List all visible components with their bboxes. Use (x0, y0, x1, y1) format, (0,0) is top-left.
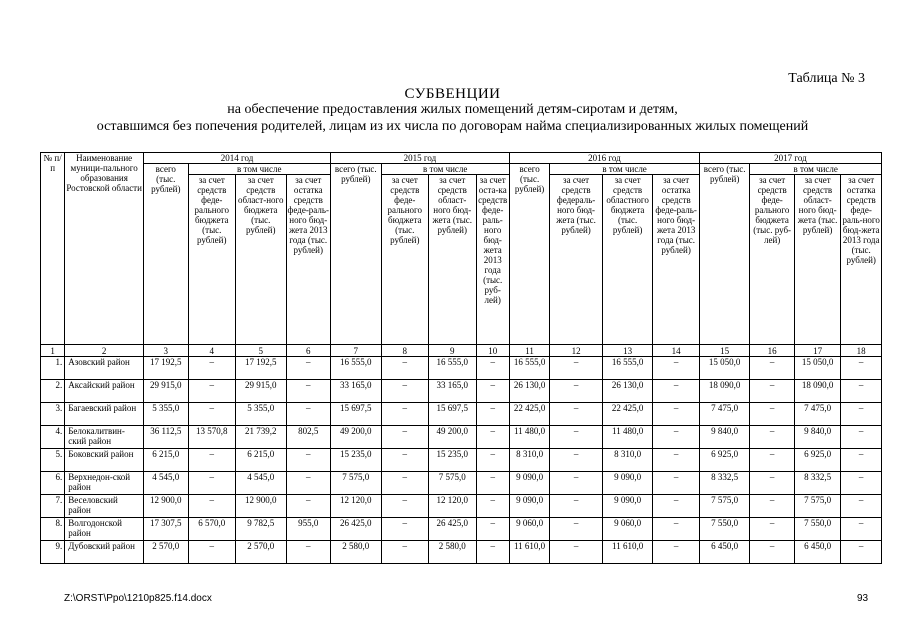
table-row (41, 403, 882, 426)
amount-cell: – (550, 403, 603, 426)
header-row-incl (41, 164, 882, 175)
amount-cell: – (381, 518, 428, 541)
column-number: 8 (381, 345, 428, 357)
header-2017-regional: за счет средств област-ного бюд-жета (тыс. рублей) (794, 175, 840, 345)
amount-cell: – (381, 403, 428, 426)
row-number: 7. (41, 495, 65, 518)
column-number: 11 (509, 345, 549, 357)
amount-cell: – (476, 541, 509, 564)
amount-cell: 22 425,0 (602, 403, 653, 426)
amount-cell: – (653, 380, 700, 403)
amount-cell: – (381, 426, 428, 449)
amount-cell: 15 697,5 (331, 403, 382, 426)
amount-cell: – (750, 472, 794, 495)
amount-cell: 17 192,5 (144, 357, 188, 380)
amount-cell: 7 575,0 (331, 472, 382, 495)
amount-cell: 49 200,0 (429, 426, 476, 449)
amount-cell: – (653, 403, 700, 426)
amount-cell: 7 550,0 (794, 518, 840, 541)
header-incl-2016: в том числе (550, 164, 700, 175)
amount-cell: – (841, 357, 882, 380)
amount-cell: – (188, 541, 235, 564)
header-2017-federal: за счет средств феде-рального бюджета (тыс. руб-лей) (750, 175, 794, 345)
amount-cell: 26 425,0 (331, 518, 382, 541)
header-total-2017: всего (тыс. рублей) (699, 164, 750, 345)
amount-cell: – (841, 541, 882, 564)
amount-cell: 11 610,0 (602, 541, 653, 564)
amount-cell: 9 090,0 (509, 495, 549, 518)
amount-cell: 5 355,0 (144, 403, 188, 426)
column-number: 16 (750, 345, 794, 357)
amount-cell: – (841, 472, 882, 495)
amount-cell: 33 165,0 (331, 380, 382, 403)
amount-cell: – (188, 380, 235, 403)
municipality-name: Волгодонской район (65, 518, 144, 541)
amount-cell: 15 235,0 (429, 449, 476, 472)
amount-cell: 9 060,0 (602, 518, 653, 541)
amount-cell: – (381, 449, 428, 472)
amount-cell: – (550, 449, 603, 472)
header-2015-regional: за счет средств област-ного бюд-жета (тыс. рублей) (429, 175, 476, 345)
municipality-name: Веселовский район (65, 495, 144, 518)
row-number: 9. (41, 541, 65, 564)
amount-cell: 26 130,0 (509, 380, 549, 403)
amount-cell: 36 112,5 (144, 426, 188, 449)
amount-cell: 12 120,0 (429, 495, 476, 518)
header-incl-2014: в том числе (188, 164, 331, 175)
amount-cell: – (286, 380, 331, 403)
municipality-name: Багаевский район (65, 403, 144, 426)
amount-cell: 5 355,0 (236, 403, 287, 426)
amount-cell: – (476, 357, 509, 380)
amount-cell: – (750, 449, 794, 472)
amount-cell: 2 580,0 (331, 541, 382, 564)
amount-cell: 7 475,0 (699, 403, 750, 426)
amount-cell: – (476, 472, 509, 495)
amount-cell: – (841, 449, 882, 472)
amount-cell: 17 307,5 (144, 518, 188, 541)
amount-cell: 15 050,0 (794, 357, 840, 380)
amount-cell: – (286, 495, 331, 518)
footer-file-path: Z:\ORST\Ppo\1210p825.f14.docx (64, 593, 212, 604)
column-number: 3 (144, 345, 188, 357)
header-total-2014: всего (тыс. рублей) (144, 164, 188, 345)
amount-cell: 12 900,0 (144, 495, 188, 518)
table-row (41, 518, 882, 541)
row-number: 1. (41, 357, 65, 380)
amount-cell: 7 475,0 (794, 403, 840, 426)
amount-cell: 26 130,0 (602, 380, 653, 403)
municipality-name: Аксайский район (65, 380, 144, 403)
amount-cell: 16 555,0 (331, 357, 382, 380)
amount-cell: 29 915,0 (236, 380, 287, 403)
row-number: 8. (41, 518, 65, 541)
row-number: 2. (41, 380, 65, 403)
amount-cell: – (653, 495, 700, 518)
amount-cell: 6 215,0 (236, 449, 287, 472)
table-number: Таблица № 3 (788, 71, 865, 86)
amount-cell: – (750, 380, 794, 403)
amount-cell: – (550, 495, 603, 518)
column-number: 5 (236, 345, 287, 357)
amount-cell: – (188, 472, 235, 495)
amount-cell: – (188, 403, 235, 426)
amount-cell: 11 480,0 (602, 426, 653, 449)
amount-cell: – (188, 357, 235, 380)
table-row (41, 541, 882, 564)
amount-cell: 18 090,0 (794, 380, 840, 403)
column-number: 18 (841, 345, 882, 357)
amount-cell: 9 840,0 (794, 426, 840, 449)
amount-cell: – (476, 403, 509, 426)
amount-cell: – (653, 541, 700, 564)
header-2016-regional: за счет средств областного бюджета (тыс. рублей) (602, 175, 653, 345)
amount-cell: – (286, 541, 331, 564)
column-number: 17 (794, 345, 840, 357)
amount-cell: – (476, 380, 509, 403)
amount-cell: – (750, 495, 794, 518)
column-number: 6 (286, 345, 331, 357)
header-incl-2017: в том числе (750, 164, 882, 175)
amount-cell: – (188, 495, 235, 518)
amount-cell: 9 090,0 (602, 472, 653, 495)
municipality-name: Боковский район (65, 449, 144, 472)
column-number: 7 (331, 345, 382, 357)
amount-cell: 2 570,0 (236, 541, 287, 564)
header-2015-remainder: за счет оста-ка средств феде-раль-ного бюд-жета 2013 года (тыс. руб-лей) (476, 175, 509, 345)
amount-cell: 15 697,5 (429, 403, 476, 426)
table-row (41, 380, 882, 403)
header-total-2015: всего (тыс. рублей) (331, 164, 382, 345)
header-2014-federal: за счет средств феде-рального бюджета (тыс. рублей) (188, 175, 235, 345)
amount-cell: 9 090,0 (602, 495, 653, 518)
table-row (41, 449, 882, 472)
amount-cell: 9 782,5 (236, 518, 287, 541)
amount-cell: – (188, 449, 235, 472)
amount-cell: 9 060,0 (509, 518, 549, 541)
column-number: 2 (65, 345, 144, 357)
amount-cell: – (286, 449, 331, 472)
amount-cell: 18 090,0 (699, 380, 750, 403)
column-number: 12 (550, 345, 603, 357)
row-number: 4. (41, 426, 65, 449)
amount-cell: – (750, 518, 794, 541)
subventions-table (40, 152, 882, 564)
amount-cell: – (476, 495, 509, 518)
amount-cell: 26 425,0 (429, 518, 476, 541)
column-number: 14 (653, 345, 700, 357)
document-subtitle-line1: на обеспечение предоставления жилых помещений детям-сиротам и детям, (227, 102, 678, 117)
amount-cell: 11 480,0 (509, 426, 549, 449)
header-2014-remainder: за счет остатка средств феде-раль-ного бюд-жета 2013 года (тыс. рублей) (286, 175, 331, 345)
amount-cell: – (841, 495, 882, 518)
header-year-2016: 2016 год (509, 153, 699, 164)
amount-cell: – (750, 403, 794, 426)
document-subtitle-line2: оставшимся без попечения родителей, лицам из их числа по договорам найма специализированных жилых помещений (96, 119, 809, 134)
amount-cell: 49 200,0 (331, 426, 382, 449)
row-number: 6. (41, 472, 65, 495)
column-number-row (41, 345, 882, 357)
amount-cell: – (550, 380, 603, 403)
amount-cell: – (653, 472, 700, 495)
header-no: № п/п (41, 153, 65, 345)
amount-cell: – (476, 449, 509, 472)
column-number: 1 (41, 345, 65, 357)
amount-cell: 9 090,0 (509, 472, 549, 495)
amount-cell: 2 580,0 (429, 541, 476, 564)
municipality-name: Азовский район (65, 357, 144, 380)
amount-cell: 4 545,0 (236, 472, 287, 495)
header-incl-2015: в том числе (381, 164, 509, 175)
amount-cell: 7 575,0 (429, 472, 476, 495)
amount-cell: – (550, 426, 603, 449)
amount-cell: 8 310,0 (602, 449, 653, 472)
amount-cell: – (841, 518, 882, 541)
header-year-2014: 2014 год (144, 153, 331, 164)
table-body (41, 357, 882, 564)
amount-cell: – (841, 380, 882, 403)
header-2015-federal: за счет средств феде-рального бюджета (тыс. рублей) (381, 175, 428, 345)
header-name: Наименование муници-пального образования Ростовской области (65, 153, 144, 345)
amount-cell: 4 545,0 (144, 472, 188, 495)
amount-cell: – (286, 403, 331, 426)
column-number: 15 (699, 345, 750, 357)
amount-cell: 6 925,0 (699, 449, 750, 472)
amount-cell: – (653, 426, 700, 449)
amount-cell: 17 192,5 (236, 357, 287, 380)
amount-cell: 6 215,0 (144, 449, 188, 472)
amount-cell: 8 310,0 (509, 449, 549, 472)
amount-cell: – (381, 357, 428, 380)
amount-cell: – (750, 541, 794, 564)
amount-cell: 7 550,0 (699, 518, 750, 541)
amount-cell: 7 575,0 (794, 495, 840, 518)
amount-cell: 6 450,0 (699, 541, 750, 564)
amount-cell: – (653, 518, 700, 541)
amount-cell: 2 570,0 (144, 541, 188, 564)
amount-cell: – (653, 449, 700, 472)
amount-cell: 22 425,0 (509, 403, 549, 426)
amount-cell: – (750, 426, 794, 449)
amount-cell: 802,5 (286, 426, 331, 449)
header-2014-regional: за счет средств област-ного бюджета (тыс. рублей) (236, 175, 287, 345)
amount-cell: 6 450,0 (794, 541, 840, 564)
municipality-name: Дубовский район (65, 541, 144, 564)
amount-cell: 12 120,0 (331, 495, 382, 518)
amount-cell: 6 925,0 (794, 449, 840, 472)
municipality-name: Белокалитвин-ский район (65, 426, 144, 449)
column-number: 13 (602, 345, 653, 357)
municipality-name: Верхнедон-ской район (65, 472, 144, 495)
amount-cell: – (286, 472, 331, 495)
header-year-2015: 2015 год (331, 153, 510, 164)
column-number: 9 (429, 345, 476, 357)
amount-cell: 16 555,0 (429, 357, 476, 380)
amount-cell: – (476, 518, 509, 541)
amount-cell: – (653, 357, 700, 380)
amount-cell: – (841, 403, 882, 426)
amount-cell: 16 555,0 (602, 357, 653, 380)
amount-cell: – (286, 357, 331, 380)
header-total-2016: всего (тыс. рублей) (509, 164, 549, 345)
row-number: 5. (41, 449, 65, 472)
footer-page-number: 93 (857, 593, 869, 604)
amount-cell: 12 900,0 (236, 495, 287, 518)
amount-cell: 8 332,5 (794, 472, 840, 495)
amount-cell: – (550, 518, 603, 541)
amount-cell: 11 610,0 (509, 541, 549, 564)
column-number: 10 (476, 345, 509, 357)
amount-cell: 33 165,0 (429, 380, 476, 403)
amount-cell: 13 570,8 (188, 426, 235, 449)
table-row (41, 357, 882, 380)
table-row (41, 495, 882, 518)
amount-cell: 29 915,0 (144, 380, 188, 403)
column-number: 4 (188, 345, 235, 357)
amount-cell: – (381, 541, 428, 564)
amount-cell: – (550, 472, 603, 495)
amount-cell: 21 739,2 (236, 426, 287, 449)
row-number: 3. (41, 403, 65, 426)
amount-cell: – (550, 357, 603, 380)
amount-cell: 6 570,0 (188, 518, 235, 541)
amount-cell: 16 555,0 (509, 357, 549, 380)
amount-cell: 9 840,0 (699, 426, 750, 449)
amount-cell: – (550, 541, 603, 564)
amount-cell: 15 050,0 (699, 357, 750, 380)
amount-cell: – (841, 426, 882, 449)
header-2016-remainder: за счет остатка средств феде-раль-ного бюд-жета 2013 года (тыс. рублей) (653, 175, 700, 345)
amount-cell: 8 332,5 (699, 472, 750, 495)
amount-cell: – (750, 357, 794, 380)
header-2016-federal: за счет средств федераль-ного бюд-жета (тыс. рублей) (550, 175, 603, 345)
table-row (41, 426, 882, 449)
table-row (41, 472, 882, 495)
amount-cell: 15 235,0 (331, 449, 382, 472)
amount-cell: 7 575,0 (699, 495, 750, 518)
header-year-2017: 2017 год (699, 153, 881, 164)
header-row-years (41, 153, 882, 164)
amount-cell: – (381, 495, 428, 518)
amount-cell: – (476, 426, 509, 449)
amount-cell: – (381, 472, 428, 495)
header-2017-remainder: за счет остатка средств феде-раль-ного бюд-жета 2013 года (тыс. рублей) (841, 175, 882, 345)
amount-cell: 955,0 (286, 518, 331, 541)
document-title: СУБВЕНЦИИ (404, 86, 501, 102)
amount-cell: – (381, 380, 428, 403)
